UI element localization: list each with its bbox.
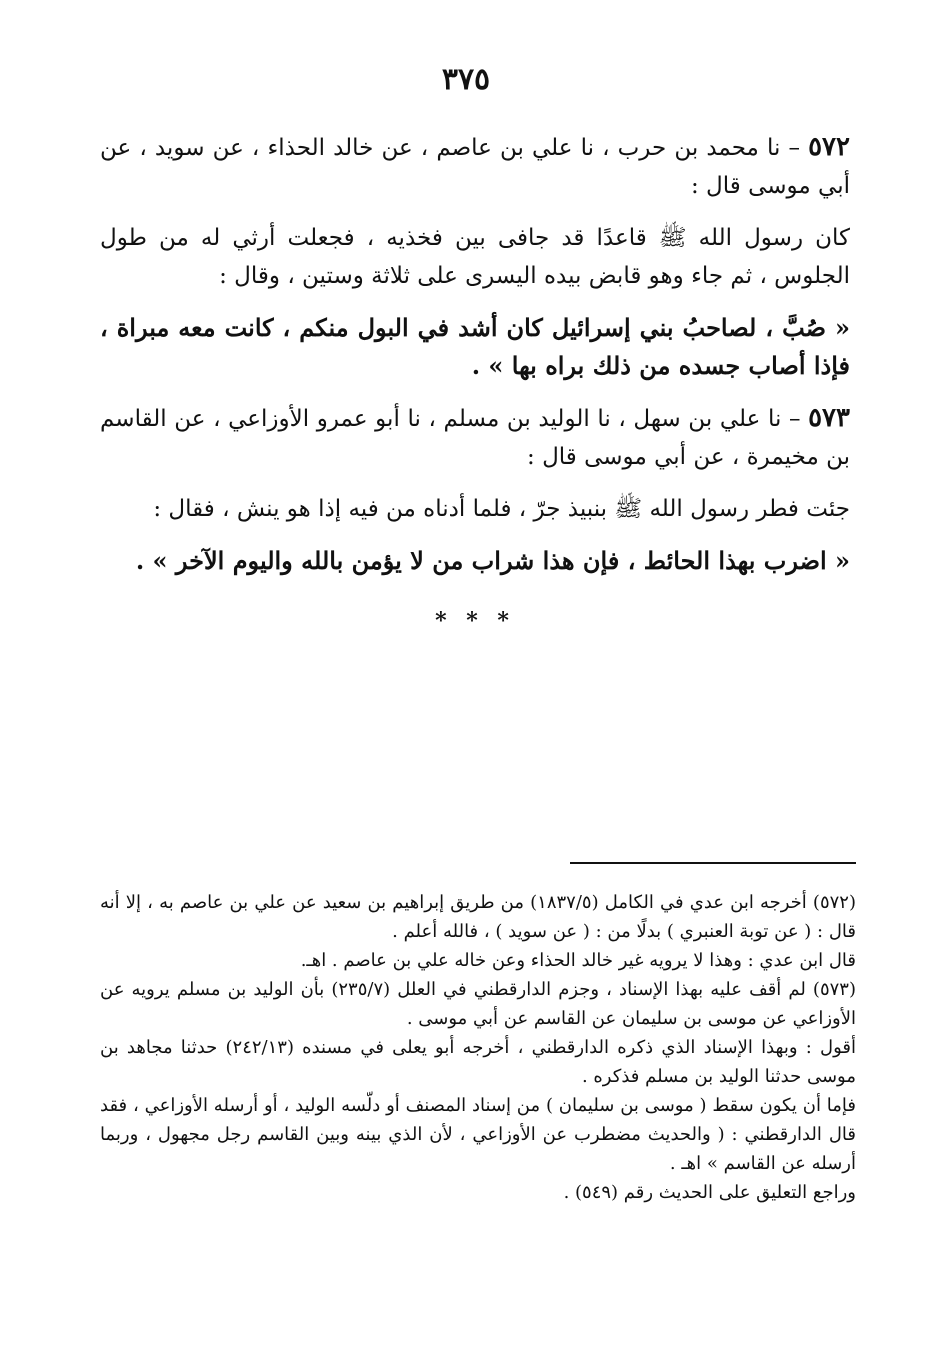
hadith-572-quote: « صُبَّ ، لصاحبُ بني إسرائيل كان أشد في البول منكم ، كانت معه مبراة ، فإذا أصاب جسده من ذلك براه بها » . xyxy=(100,313,850,380)
footnotes xyxy=(100,888,856,1207)
hadith-572-isnad xyxy=(100,128,850,205)
footnote-573-analysis: فإما أن يكون سقط ( موسى بن سليمان ) من إسناد المصنف أو دلّسه الوليد ، أو أرسله الأوزاعي ، فقد قال الدارقطني : ( والحديث مضطرب عن الأوزاعي ، لأن الذي بينه وبين القاسم رجل مجهول ، وربما أرسله عن القاسم » اهـ . xyxy=(100,1095,856,1174)
hadith-573-isnad xyxy=(100,399,850,476)
footnote-572: (٥٧٢) أخرجه ابن عدي في الكامل (١٨٣٧/٥) من طريق إبراهيم بن سعيد عن علي بن عاصم به ، إلا أنه قال : ( عن توبة العنبري ) بدلًا من : ( عن سويد ) ، فالله أعلم . xyxy=(100,892,856,942)
footnote-573: (٥٧٣) لم أقف عليه بهذا الإسناد ، وجزم الدارقطني في العلل (٢٣٥/٧) بأن الوليد بن مسلم يرويه عن الأوزاعي عن موسى بن سليمان عن القاسم عن أبي موسى . xyxy=(100,979,856,1029)
main-text xyxy=(100,128,850,640)
hadith-572-narrative: كان رسول الله ﷺ قاعدًا قد جافى بين فخذيه ، فجعلت أرثي له من طول الجلوس ، ثم جاء وهو قابض بيده اليسرى على ثلاثة وستين ، وقال : xyxy=(100,225,850,289)
footnote-573-comment: أقول : وبهذا الإسناد الذي ذكره الدارقطني ، أخرجه أبو يعلى في مسنده (٢٤٢/١٣) حدثنا مجاهد بن موسى حدثنا الوليد بن مسلم فذكره . xyxy=(100,1037,856,1087)
hadith-number: ٥٧٣ xyxy=(808,403,850,433)
page-number: ٣٧٥ xyxy=(441,62,491,97)
hadith-573-quote: « اضرب بهذا الحائط ، فإن هذا شراب من لا يؤمن بالله واليوم الآخر » . xyxy=(135,546,850,575)
footnote-573-reference: وراجع التعليق على الحديث رقم (٥٤٩) . xyxy=(563,1182,856,1203)
footnote-572-comment: قال ابن عدي : وهذا لا يرويه غير خالد الحذاء وعن خاله علي بن عاصم . اهـ. xyxy=(300,950,856,971)
section-separator: * * * xyxy=(435,608,515,634)
isnad-text: – نا علي بن سهل ، نا الوليد بن مسلم ، نا أبو عمرو الأوزاعي ، عن القاسم بن مخيمرة ، عن أبي موسى قال : xyxy=(100,406,850,470)
hadith-number: ٥٧٢ xyxy=(808,132,850,162)
isnad-text: – نا محمد بن حرب ، نا علي بن عاصم ، عن خالد الحذاء ، عن سويد ، عن أبي موسى قال : xyxy=(100,135,850,199)
hadith-573-narrative: جئت فطر رسول الله ﷺ بنبيذ جرّ ، فلما أدناه من فيه إذا هو ينش ، فقال : xyxy=(153,496,850,522)
footnote-divider xyxy=(570,862,856,864)
